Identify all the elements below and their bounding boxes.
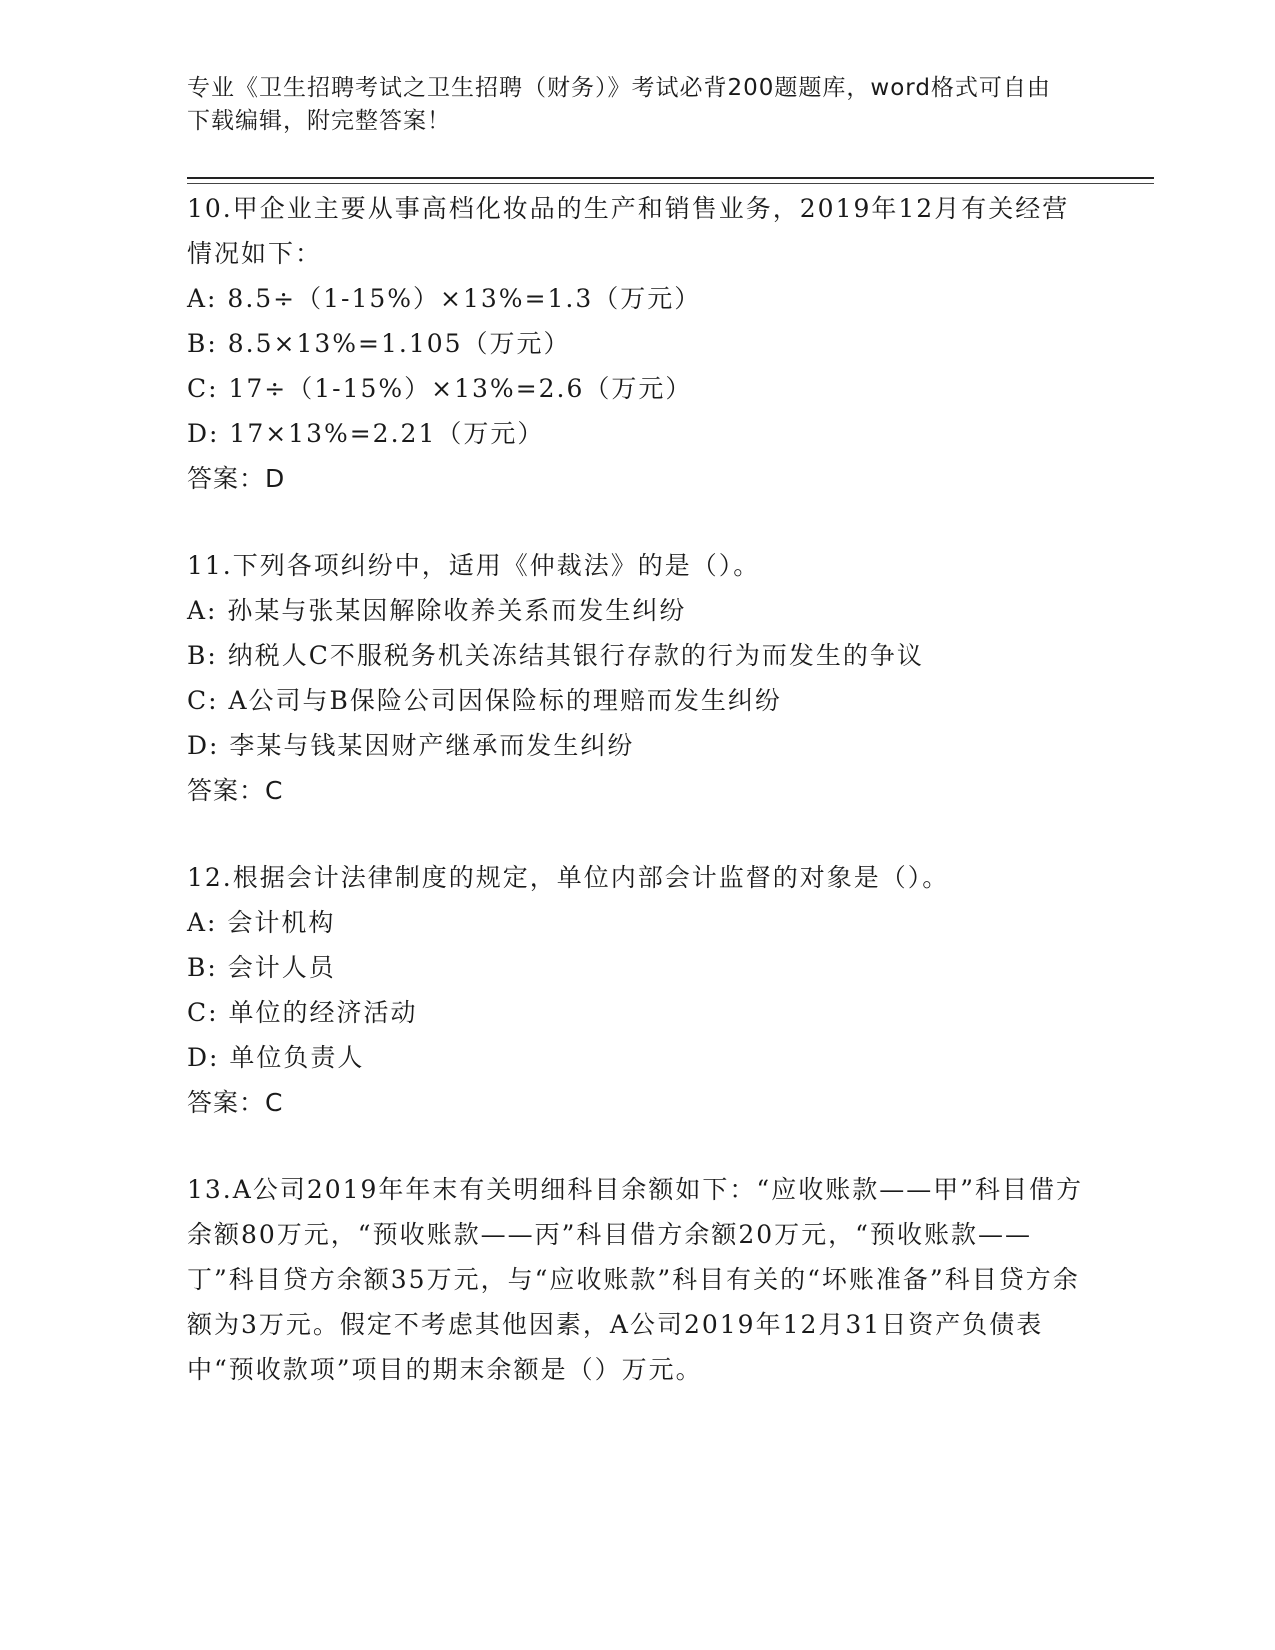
option-d: D: 17×13%=2.21（万元） — [187, 419, 545, 448]
answer: 答案：C — [187, 776, 284, 805]
question-list — [187, 186, 1087, 1434]
option-d: D: 单位负责人 — [187, 1043, 365, 1072]
option-c: C: 17÷（1-15%）×13%=2.6（万元） — [187, 374, 693, 403]
question-12 — [187, 855, 1087, 1125]
option-a: A: 8.5÷（1-15%）×13%=1.3（万元） — [187, 284, 702, 313]
header-divider-thick — [187, 177, 1154, 179]
header-divider-thin — [187, 183, 1154, 184]
option-c: C: 单位的经济活动 — [187, 998, 418, 1027]
option-b: B: 纳税人C不服税务机关冻结其银行存款的行为而发生的争议 — [187, 641, 924, 670]
question-stem: 11.下列各项纠纷中，适用《仲裁法》的是（）。 — [187, 551, 761, 580]
document-header: 专业《卫生招聘考试之卫生招聘（财务）》考试必背200题题库，word格式可自由下载编辑，附完整答案！ — [187, 75, 1051, 134]
question-10 — [187, 186, 1087, 501]
answer: 答案：C — [187, 1088, 284, 1117]
question-stem: 10.甲企业主要从事高档化妆品的生产和销售业务，2019年12月有关经营情况如下： — [187, 194, 1070, 268]
question-stem: 13.A公司2019年年末有关明细科目余额如下：“应收账款——甲”科目借方余额80万元，“预收账款——丙”科目借方余额20万元，“预收账款——丁”科目贷方余额35万元，与“应收账款”科目有关的“坏账准备”科目贷方余额为3万元。假定不考虑其他因素，A公司2019年12月31日资产负债表中“预收款项”项目的期末余额是（）万元。 — [187, 1175, 1083, 1384]
question-13 — [187, 1167, 1087, 1392]
answer: 答案：D — [187, 464, 286, 493]
question-stem: 12.根据会计法律制度的规定，单位内部会计监督的对象是（）。 — [187, 863, 950, 892]
option-b: B: 8.5×13%=1.105（万元） — [187, 329, 571, 358]
option-c: C: A公司与B保险公司因保险标的理赔而发生纠纷 — [187, 686, 782, 715]
option-b: B: 会计人员 — [187, 953, 336, 982]
option-a: A: 孙某与张某因解除收养关系而发生纠纷 — [187, 596, 687, 625]
option-a: A: 会计机构 — [187, 908, 336, 937]
option-d: D: 李某与钱某因财产继承而发生纠纷 — [187, 731, 635, 760]
question-11 — [187, 543, 1087, 813]
